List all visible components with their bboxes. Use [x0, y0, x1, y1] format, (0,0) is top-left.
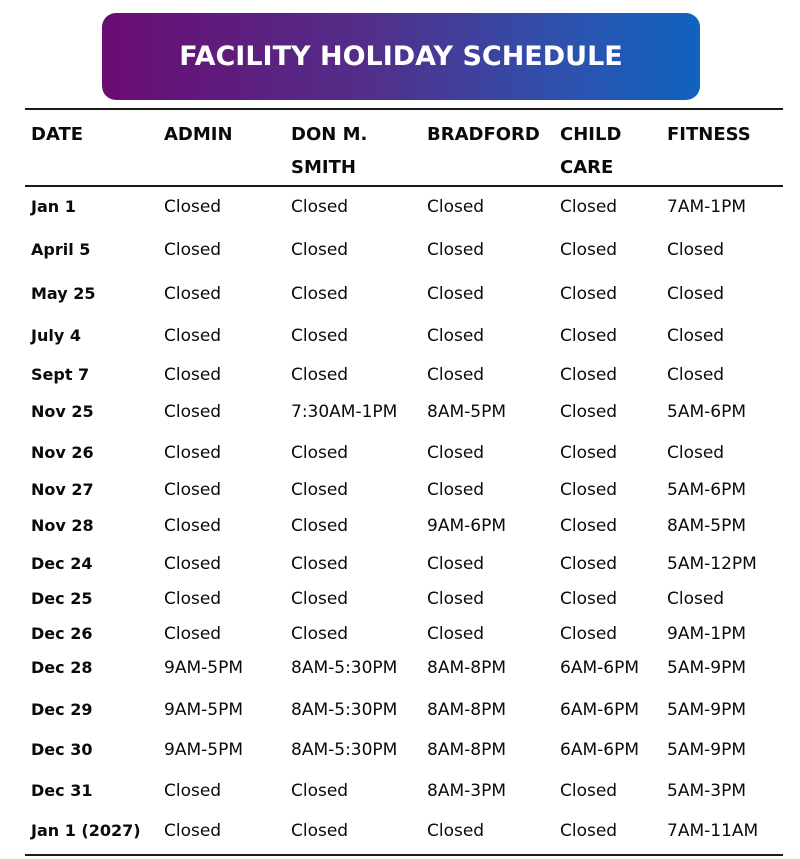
- cell-child-care: Closed: [560, 365, 618, 385]
- cell-don-m-smith: Closed: [291, 821, 349, 841]
- cell-child-care: 6AM-6PM: [560, 700, 639, 720]
- cell-date: Dec 28: [31, 658, 93, 677]
- cell-date: Dec 29: [31, 700, 93, 719]
- table-row: [0, 237, 800, 263]
- cell-bradford: Closed: [427, 443, 485, 463]
- cell-date: April 5: [31, 240, 91, 259]
- cell-child-care: Closed: [560, 624, 618, 644]
- cell-date: Nov 28: [31, 516, 94, 535]
- cell-don-m-smith: Closed: [291, 624, 349, 644]
- cell-don-m-smith: Closed: [291, 326, 349, 346]
- cell-child-care: Closed: [560, 197, 618, 217]
- table-row: [0, 586, 800, 612]
- cell-bradford: 9AM-6PM: [427, 516, 506, 536]
- cell-don-m-smith: 7:30AM-1PM: [291, 402, 398, 422]
- page-title: FACILITY HOLIDAY SCHEDULE: [179, 41, 623, 72]
- table-row: [0, 323, 800, 349]
- header-date: DATE: [31, 124, 84, 145]
- cell-don-m-smith: 8AM-5:30PM: [291, 740, 398, 760]
- cell-don-m-smith: Closed: [291, 781, 349, 801]
- cell-fitness: 5AM-3PM: [667, 781, 746, 801]
- cell-fitness: 7AM-11AM: [667, 821, 759, 841]
- cell-admin: Closed: [164, 365, 222, 385]
- cell-admin: Closed: [164, 284, 222, 304]
- cell-child-care: Closed: [560, 589, 618, 609]
- cell-child-care: Closed: [560, 402, 618, 422]
- cell-don-m-smith: Closed: [291, 197, 349, 217]
- cell-date: May 25: [31, 284, 96, 303]
- cell-bradford: Closed: [427, 365, 485, 385]
- table-row: [0, 818, 800, 844]
- cell-don-m-smith: Closed: [291, 554, 349, 574]
- cell-admin: 9AM-5PM: [164, 700, 243, 720]
- cell-bradford: Closed: [427, 821, 485, 841]
- cell-bradford: Closed: [427, 624, 485, 644]
- header-bradford: BRADFORD: [427, 124, 540, 145]
- cell-admin: Closed: [164, 326, 222, 346]
- cell-date: Dec 30: [31, 740, 93, 759]
- cell-bradford: 8AM-8PM: [427, 740, 506, 760]
- cell-child-care: Closed: [560, 480, 618, 500]
- cell-child-care: Closed: [560, 554, 618, 574]
- cell-date: Jan 1 (2027): [31, 821, 141, 840]
- cell-date: Nov 25: [31, 402, 94, 421]
- cell-admin: Closed: [164, 516, 222, 536]
- cell-child-care: Closed: [560, 516, 618, 536]
- table-row: [0, 697, 800, 723]
- cell-fitness: 8AM-5PM: [667, 516, 746, 536]
- table-row: [0, 778, 800, 804]
- cell-fitness: 9AM-1PM: [667, 624, 746, 644]
- cell-don-m-smith: Closed: [291, 443, 349, 463]
- table-row: [0, 621, 800, 647]
- header-child-care: CHILD CARE: [560, 124, 622, 178]
- table-row: [0, 281, 800, 307]
- cell-bradford: 8AM-3PM: [427, 781, 506, 801]
- cell-admin: Closed: [164, 624, 222, 644]
- cell-fitness: 5AM-6PM: [667, 480, 746, 500]
- cell-child-care: Closed: [560, 284, 618, 304]
- table-row: [0, 655, 800, 681]
- cell-bradford: Closed: [427, 284, 485, 304]
- cell-bradford: 8AM-5PM: [427, 402, 506, 422]
- cell-child-care: 6AM-6PM: [560, 740, 639, 760]
- cell-date: Nov 27: [31, 480, 94, 499]
- table-row: [0, 551, 800, 577]
- cell-don-m-smith: Closed: [291, 589, 349, 609]
- cell-fitness: Closed: [667, 589, 725, 609]
- cell-date: Dec 31: [31, 781, 93, 800]
- cell-bradford: Closed: [427, 589, 485, 609]
- cell-bradford: 8AM-8PM: [427, 658, 506, 678]
- cell-child-care: Closed: [560, 781, 618, 801]
- cell-bradford: Closed: [427, 197, 485, 217]
- table-row: [0, 399, 800, 425]
- cell-fitness: Closed: [667, 443, 725, 463]
- cell-fitness: Closed: [667, 284, 725, 304]
- cell-child-care: Closed: [560, 326, 618, 346]
- cell-admin: Closed: [164, 781, 222, 801]
- cell-don-m-smith: 8AM-5:30PM: [291, 658, 398, 678]
- cell-date: Dec 25: [31, 589, 93, 608]
- cell-bradford: Closed: [427, 326, 485, 346]
- cell-fitness: 5AM-6PM: [667, 402, 746, 422]
- cell-admin: 9AM-5PM: [164, 740, 243, 760]
- header-fitness: FITNESS: [667, 124, 751, 145]
- cell-admin: Closed: [164, 480, 222, 500]
- cell-admin: Closed: [164, 443, 222, 463]
- cell-admin: Closed: [164, 402, 222, 422]
- cell-fitness: 5AM-12PM: [667, 554, 757, 574]
- cell-fitness: 5AM-9PM: [667, 658, 746, 678]
- cell-bradford: Closed: [427, 240, 485, 260]
- cell-fitness: 7AM-1PM: [667, 197, 746, 217]
- cell-bradford: Closed: [427, 554, 485, 574]
- table-row: [0, 513, 800, 539]
- cell-child-care: Closed: [560, 821, 618, 841]
- table-row: [0, 737, 800, 763]
- table-row: [0, 477, 800, 503]
- cell-bradford: 8AM-8PM: [427, 700, 506, 720]
- cell-don-m-smith: Closed: [291, 365, 349, 385]
- cell-don-m-smith: Closed: [291, 480, 349, 500]
- cell-fitness: 5AM-9PM: [667, 700, 746, 720]
- table-bottom-rule: [25, 854, 783, 856]
- cell-child-care: Closed: [560, 443, 618, 463]
- cell-fitness: Closed: [667, 240, 725, 260]
- cell-fitness: Closed: [667, 326, 725, 346]
- cell-fitness: 5AM-9PM: [667, 740, 746, 760]
- cell-admin: Closed: [164, 240, 222, 260]
- cell-date: Nov 26: [31, 443, 94, 462]
- cell-child-care: 6AM-6PM: [560, 658, 639, 678]
- cell-admin: Closed: [164, 821, 222, 841]
- cell-admin: Closed: [164, 554, 222, 574]
- cell-date: Dec 24: [31, 554, 93, 573]
- cell-fitness: Closed: [667, 365, 725, 385]
- cell-admin: Closed: [164, 589, 222, 609]
- cell-child-care: Closed: [560, 240, 618, 260]
- header-don-m-smith: DON M. SMITH: [291, 124, 368, 178]
- cell-admin: Closed: [164, 197, 222, 217]
- cell-don-m-smith: Closed: [291, 284, 349, 304]
- cell-don-m-smith: Closed: [291, 516, 349, 536]
- cell-don-m-smith: 8AM-5:30PM: [291, 700, 398, 720]
- cell-date: July 4: [31, 326, 81, 345]
- cell-date: Sept 7: [31, 365, 90, 384]
- table-row: [0, 194, 800, 220]
- table-row: [0, 440, 800, 466]
- cell-date: Dec 26: [31, 624, 93, 643]
- table-row: [0, 362, 800, 388]
- cell-admin: 9AM-5PM: [164, 658, 243, 678]
- cell-date: Jan 1: [31, 197, 76, 216]
- cell-don-m-smith: Closed: [291, 240, 349, 260]
- cell-bradford: Closed: [427, 480, 485, 500]
- header-admin: ADMIN: [164, 124, 233, 145]
